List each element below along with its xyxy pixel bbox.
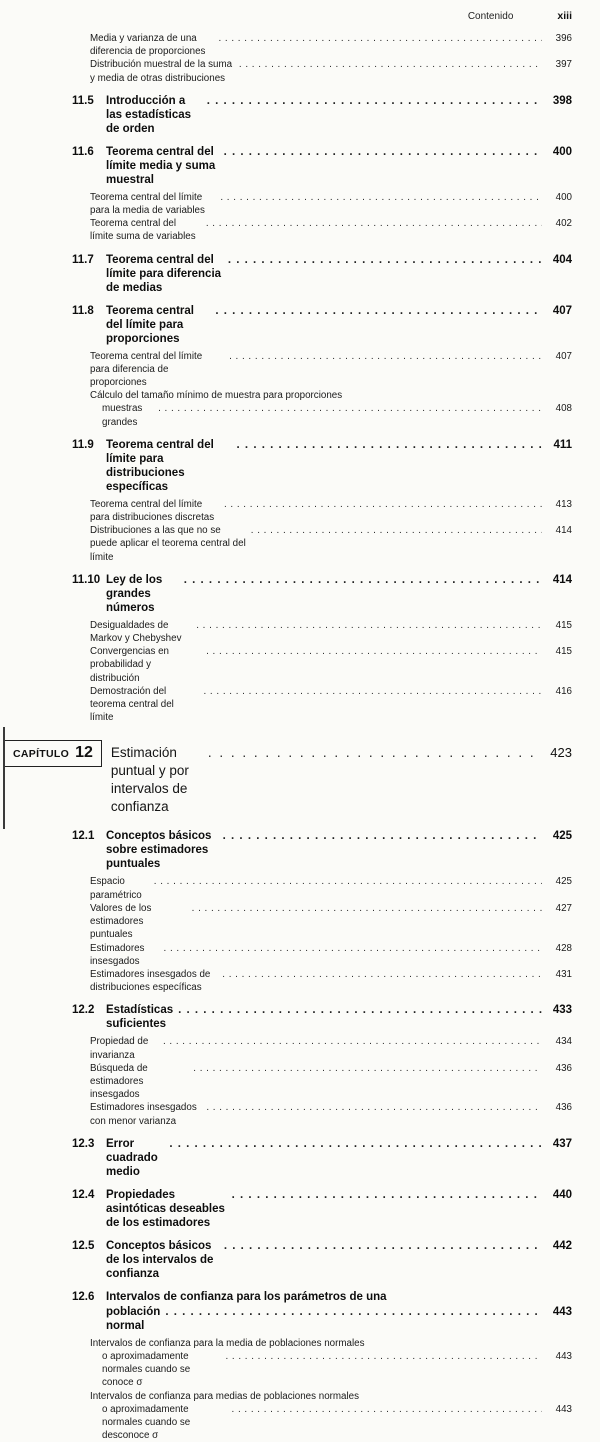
sub-entry-title: Estimadores insesgados de distribuciones específicas — [90, 968, 211, 994]
section-number: 11.9 — [72, 438, 94, 451]
toc-sub-row — [0, 1062, 600, 1102]
dot-leader — [207, 94, 542, 108]
page-number: 400 — [552, 145, 572, 158]
toc-section-row — [0, 438, 600, 494]
chapter-number: 12 — [75, 744, 93, 762]
sub-entry-title: Convergencias en probabilidad y distribución — [90, 646, 169, 684]
section-title: Estadísticas suficientes — [106, 1004, 174, 1031]
sub-entry-title: Estimadores insesgados con menor varianza — [90, 1102, 197, 1127]
section-number: 12.2 — [72, 1004, 95, 1017]
page-number: 415 — [555, 646, 572, 658]
dot-leader — [218, 32, 542, 45]
dot-leader — [229, 350, 542, 363]
section-number: 11.10 — [72, 573, 101, 586]
sub-entry-title: Propiedad de invarianza — [90, 1036, 149, 1061]
dot-leader — [163, 1035, 542, 1048]
page-number: 425 — [555, 876, 572, 888]
dot-leader — [222, 968, 542, 981]
dot-leader — [251, 524, 542, 537]
page-number: 398 — [552, 94, 572, 107]
contents-label: Contenido — [467, 11, 514, 22]
section-number: 12.6 — [72, 1290, 95, 1303]
dot-leader — [237, 438, 542, 452]
page-number: 415 — [555, 619, 572, 631]
sub-entry-title: Teorema central del límite para diferencia de proporciones — [90, 350, 203, 389]
toc-sub-row-continuation — [0, 1350, 600, 1390]
sub-entry-title: Espacio paramétrico — [90, 876, 142, 901]
dot-leader — [154, 875, 542, 888]
toc-section-row — [0, 94, 600, 136]
toc-sub-row — [0, 389, 600, 402]
dot-leader — [206, 1101, 542, 1114]
page-number: 407 — [552, 304, 572, 317]
page-number: 427 — [555, 902, 572, 914]
sub-entry-title: Teorema central del límite suma de variables — [90, 218, 196, 243]
dot-leader — [232, 1188, 542, 1202]
toc-sub-row — [0, 191, 600, 217]
toc-section-row — [0, 573, 600, 615]
toc-section-row — [0, 304, 600, 346]
toc-section-row — [0, 1188, 600, 1230]
page-number: 411 — [553, 438, 572, 451]
toc-sub-row — [0, 1101, 600, 1127]
toc-section-row — [0, 253, 600, 295]
dot-leader — [223, 829, 542, 843]
toc-chapter-row — [0, 740, 600, 816]
section-number: 11.5 — [72, 94, 94, 107]
page-number: 416 — [555, 685, 572, 697]
dot-leader — [206, 217, 542, 230]
dot-leader — [215, 304, 542, 318]
toc-section-row — [0, 1239, 600, 1281]
toc-section-row — [0, 1137, 600, 1179]
sub-entry-title-continuation: muestras grandes — [102, 403, 143, 428]
section-title: Teorema central del límite media y suma muestral — [106, 145, 216, 186]
sub-entry-title: Búsqueda de estimadores insesgados — [90, 1062, 148, 1101]
toc-list — [0, 32, 600, 1442]
dot-leader — [239, 58, 542, 71]
sub-entry-title: Distribución muestral de la suma y media de otras distribuciones — [90, 59, 233, 84]
chapter-tab — [3, 740, 102, 767]
chapter-bracket-line — [3, 727, 5, 829]
dot-leader — [196, 619, 542, 632]
sub-entry-title: Intervalos de confianza para la media de poblaciones normales — [90, 1337, 365, 1349]
toc-sub-row — [0, 1390, 600, 1403]
dot-leader — [184, 573, 542, 587]
sub-entry-title: Desigualdades de Markov y Chebyshev — [90, 619, 182, 645]
page-number: 402 — [555, 218, 572, 230]
toc-sub-row — [0, 968, 600, 994]
dot-leader — [220, 191, 542, 204]
dot-leader — [203, 685, 542, 698]
page-number: 433 — [552, 1004, 572, 1017]
toc-section-row — [0, 1290, 600, 1304]
section-number: 12.4 — [72, 1188, 95, 1201]
toc-sub-row — [0, 942, 600, 968]
page-number: 442 — [552, 1239, 572, 1252]
page-number: 423 — [550, 745, 572, 761]
page-number: 440 — [552, 1188, 572, 1201]
page-number: 431 — [555, 968, 572, 980]
dot-leader — [224, 1239, 542, 1253]
page-number: 413 — [555, 498, 572, 510]
page-number: 396 — [555, 33, 572, 44]
toc-sub-row — [0, 58, 600, 84]
section-title: Error cuadrado medio — [106, 1137, 158, 1178]
page-number: 397 — [555, 59, 572, 71]
sub-entry-title: Valores de los estimadores puntuales — [90, 902, 152, 941]
dot-leader — [232, 1403, 543, 1416]
page-number: 400 — [555, 191, 572, 203]
dot-leader — [228, 253, 542, 267]
page-number: 436 — [555, 1062, 572, 1074]
toc-sub-row — [0, 498, 600, 524]
toc-sub-row — [0, 685, 600, 725]
toc-sub-row-continuation — [0, 1403, 600, 1442]
section-number: 12.1 — [72, 830, 95, 843]
toc-sub-row — [0, 619, 600, 645]
section-title: Intervalos de confianza para los parámetros de una — [106, 1290, 387, 1303]
page-number: 414 — [552, 573, 572, 586]
toc-sub-row — [0, 1035, 600, 1061]
page-number: 443 — [555, 1403, 572, 1415]
sub-entry-title: Intervalos de confianza para medias de poblaciones normales — [90, 1390, 360, 1402]
sub-entry-title: Demostración del teorema central del límite — [90, 685, 174, 724]
section-number: 12.3 — [72, 1137, 95, 1150]
dot-leader — [225, 1350, 542, 1363]
toc-sub-row — [0, 217, 600, 243]
section-number: 11.7 — [72, 253, 94, 266]
dot-leader — [224, 145, 542, 159]
sub-entry-title: Media y varianza de una diferencia de proporciones — [90, 33, 206, 58]
section-title: Teorema central del límite para distribuciones específicas — [106, 438, 214, 493]
page-number: 408 — [555, 403, 572, 415]
section-title: Teorema central del límite para diferencia de medias — [106, 253, 222, 294]
toc-sub-row — [0, 645, 600, 685]
section-number: 12.5 — [72, 1239, 95, 1252]
dot-leader — [165, 1305, 542, 1319]
page-number: 437 — [552, 1137, 572, 1150]
page-number: 404 — [552, 253, 572, 266]
page-number: 434 — [555, 1036, 572, 1048]
sub-entry-title: Distribuciones a las que no se puede aplicar el teorema central del límite — [90, 525, 246, 563]
section-title: Conceptos básicos de los intervalos de confianza — [106, 1239, 214, 1280]
toc-section-row — [0, 145, 600, 187]
sub-entry-title: Teorema central del límite para la media de variables — [90, 191, 205, 217]
page-number: 407 — [555, 350, 572, 362]
page-number: 428 — [555, 942, 572, 954]
sub-entry-title-continuation: o aproximadamente normales cuando se desconoce σ — [102, 1403, 191, 1442]
page-number: 414 — [555, 525, 572, 537]
section-number: 11.6 — [72, 145, 94, 158]
page-number: 436 — [555, 1102, 572, 1114]
dot-leader — [193, 1062, 542, 1075]
page-header — [0, 10, 600, 22]
folio-page-number: xiii — [557, 10, 572, 22]
dot-leader — [178, 1003, 542, 1017]
dot-leader — [192, 902, 542, 915]
page-number: 443 — [555, 1350, 572, 1362]
dot-leader — [208, 744, 542, 762]
chapter-title: Estimación puntual y por intervalos de confianza — [110, 745, 189, 815]
toc-sub-row — [0, 350, 600, 390]
sub-entry-title-continuation: o aproximadamente normales cuando se conoce σ — [102, 1350, 191, 1389]
dot-leader — [164, 942, 542, 955]
section-title: Propiedades asintóticas deseables de los estimadores — [106, 1188, 225, 1229]
dot-leader — [206, 645, 542, 658]
toc-section-row-continuation — [0, 1305, 600, 1333]
section-number: 11.8 — [72, 304, 94, 317]
toc-section-row — [0, 829, 600, 871]
toc-sub-row-continuation — [0, 402, 600, 428]
section-title-continuation: población normal — [106, 1305, 161, 1332]
toc-sub-row — [0, 875, 600, 901]
section-title: Teorema central del límite para proporciones — [106, 304, 194, 345]
dot-leader — [224, 498, 542, 511]
dot-leader — [169, 1137, 542, 1151]
section-title: Introducción a las estadísticas de orden — [106, 94, 192, 135]
section-title: Ley de los grandes números — [106, 573, 163, 614]
sub-entry-title: Cálculo del tamaño mínimo de muestra para proporciones — [90, 390, 343, 402]
section-title: Conceptos básicos sobre estimadores puntuales — [106, 830, 212, 871]
sub-entry-title: Teorema central del límite para distribuciones discretas — [90, 498, 215, 524]
dot-leader — [158, 402, 542, 415]
toc-sub-row — [0, 32, 600, 58]
toc-sub-row — [0, 1337, 600, 1350]
toc-sub-row — [0, 524, 600, 564]
toc-sub-row — [0, 902, 600, 942]
page-number: 425 — [552, 830, 572, 843]
toc-section-row — [0, 1003, 600, 1031]
chapter-label: CAPÍTULO — [13, 748, 70, 761]
page-number: 443 — [552, 1305, 572, 1318]
sub-entry-title: Estimadores insesgados — [90, 942, 145, 967]
